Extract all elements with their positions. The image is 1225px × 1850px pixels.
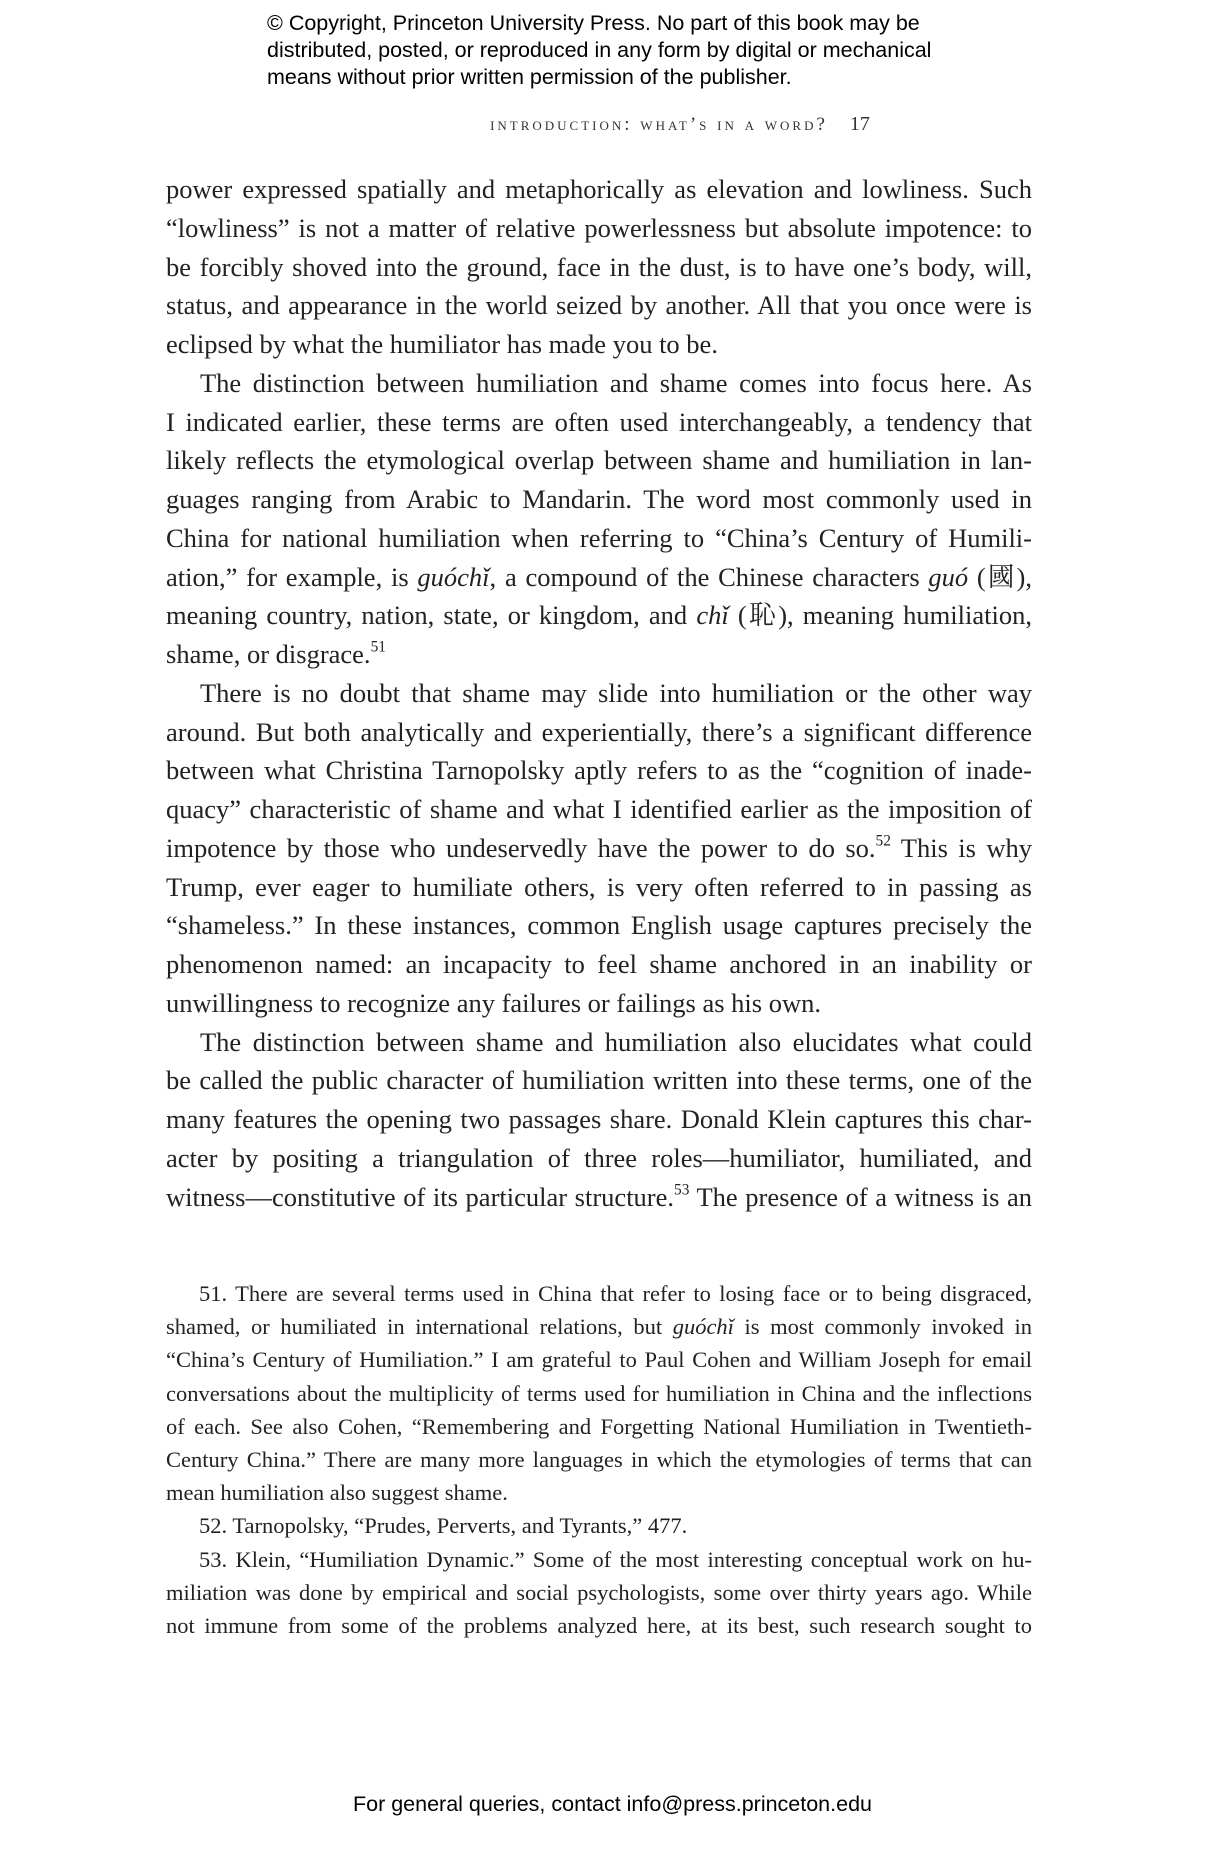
body-line: between what Christina Tarnopolsky aptly refers to as the “cognition of inade- (166, 755, 1032, 786)
body-line: eclipsed by what the humiliator has made you to be. (166, 329, 718, 359)
page-number: 17 (849, 113, 870, 135)
body-line: The distinction between shame and humiliation also elucidates what could (200, 1026, 1032, 1057)
body-line: likely reflects the etymological overlap between shame and humiliation in lan- (166, 445, 1032, 476)
body-line (166, 596, 1032, 635)
text-segment: is most commonly invoked in (733, 1314, 1032, 1340)
body-line: The distinction between humiliation and shame comes into focus here. As (200, 367, 1032, 398)
body-line: “shameless.” In these instances, common English usage captures precisely the (166, 910, 1032, 941)
footnote-line: 52. Tarnopolsky, “Prudes, Perverts, and Tyrants,” 477. (199, 1513, 688, 1539)
body-line: phenomenon named: an incapacity to feel shame anchored in an inability or (166, 949, 1032, 979)
copyright-line: means without prior written permission of the publisher. (267, 65, 792, 89)
body-line (166, 829, 1032, 868)
running-head (166, 113, 1194, 136)
footnote-line: mean humiliation also suggest shame. (166, 1480, 508, 1506)
body-line: around. But both analytically and experientially, there’s a significant difference (166, 716, 1032, 747)
footnote-ref[interactable]: 53 (674, 1180, 690, 1198)
body-line: quacy” characteristic of shame and what I identified earlier as the imposition of (166, 794, 1032, 824)
body-line (166, 1178, 1032, 1217)
footnote-line: 51. There are several terms used in China that refer to losing face or to being disgraced, (199, 1281, 1032, 1306)
text-segment: meaning country, nation, state, or kingdom, and (166, 600, 697, 631)
italic-term: guóchǐ (417, 561, 490, 592)
text-segment: (國), (968, 561, 1032, 592)
copyright-notice (267, 10, 1007, 91)
copyright-line: distributed, posted, or reproduced in any form by digital or mechanical (267, 38, 932, 62)
body-line: be called the public character of humiliation written into these terms, one of the (166, 1065, 1032, 1096)
body-line (166, 558, 1032, 597)
italic-term: chǐ (696, 600, 729, 631)
body-line: Trump, ever eager to humiliate others, is very often referred to in passing as (166, 871, 1032, 902)
body-line: status, and appearance in the world seized by another. All that you once were is (166, 290, 1032, 321)
body-line: many features the opening two passages share. Donald Klein captures this char- (166, 1104, 1032, 1134)
text-segment: witness—constitutive of its particular structure. (166, 1181, 675, 1212)
footnote-line: conversations about the multiplicity of terms used for humiliation in China and the inflections (166, 1380, 1032, 1406)
italic-term: guóchǐ (672, 1314, 734, 1340)
body-line: be forcibly shoved into the ground, face in the dust, is to have one’s body, will, (166, 251, 1032, 282)
running-head-title: introduction: what’s in a word? (490, 114, 828, 135)
footnote-ref[interactable]: 51 (370, 638, 386, 656)
footnote-line: 53. Klein, “Humiliation Dynamic.” Some of the most interesting conceptual work on hu- (199, 1546, 1032, 1572)
italic-term: guó (928, 561, 969, 592)
footnotes (166, 1277, 1032, 1642)
footnote-line: Century China.” There are many more languages in which the etymologies of terms that can (166, 1447, 1032, 1473)
body-line: There is no doubt that shame may slide into humiliation or the other way (200, 677, 1032, 708)
footnote-line (166, 1310, 1032, 1343)
footnote-line: “China’s Century of Humiliation.” I am grateful to Paul Cohen and William Joseph for email (166, 1347, 1032, 1373)
footnote-line: not immune from some of the problems analyzed here, at its best, such research sought to (166, 1613, 1032, 1639)
body-line: China for national humiliation when referring to “China’s Century of Humili- (166, 522, 1032, 553)
text-segment: shame, or disgrace. (166, 639, 371, 669)
body-line: power expressed spatially and metaphorically as elevation and lowliness. Such (166, 174, 1032, 204)
footer-contact: For general queries, contact info@press.princeton.edu (352, 1792, 872, 1816)
body-line: I indicated earlier, these terms are often used interchangeably, a tendency that (166, 406, 1032, 437)
footnote-line: of each. See also Cohen, “Remembering and Forgetting National Humiliation in Twentieth- (166, 1413, 1032, 1439)
text-segment: (恥), meaning humiliation, (728, 600, 1032, 631)
copyright-line: © Copyright, Princeton University Press. No part of this book may be (267, 11, 920, 35)
body-line: guages ranging from Arabic to Mandarin. The word most commonly used in (166, 484, 1032, 514)
footnote-line: miliation was done by empirical and social psychologists, some over thirty years ago. While (166, 1579, 1032, 1605)
text-segment: ation,” for example, is (166, 561, 418, 592)
body-line: acter by positing a triangulation of three roles—humiliator, humiliated, and (166, 1142, 1032, 1173)
text-segment: , a compound of the Chinese characters (489, 561, 929, 592)
text-segment: The presence of a witness is an (689, 1181, 1032, 1212)
body-line (166, 635, 1032, 674)
text-segment: This is why (890, 832, 1032, 863)
body-text (166, 170, 1032, 1216)
body-line: unwillingness to recognize any failures or failings as his own. (166, 987, 821, 1018)
text-segment: shamed, or humiliated in international relations, but (166, 1314, 673, 1340)
footnote-ref[interactable]: 52 (875, 832, 891, 850)
body-line: “lowliness” is not a matter of relative powerlessness but absolute impotence: to (166, 212, 1032, 243)
text-segment: impotence by those who undeservedly have the power to do so. (166, 832, 876, 863)
